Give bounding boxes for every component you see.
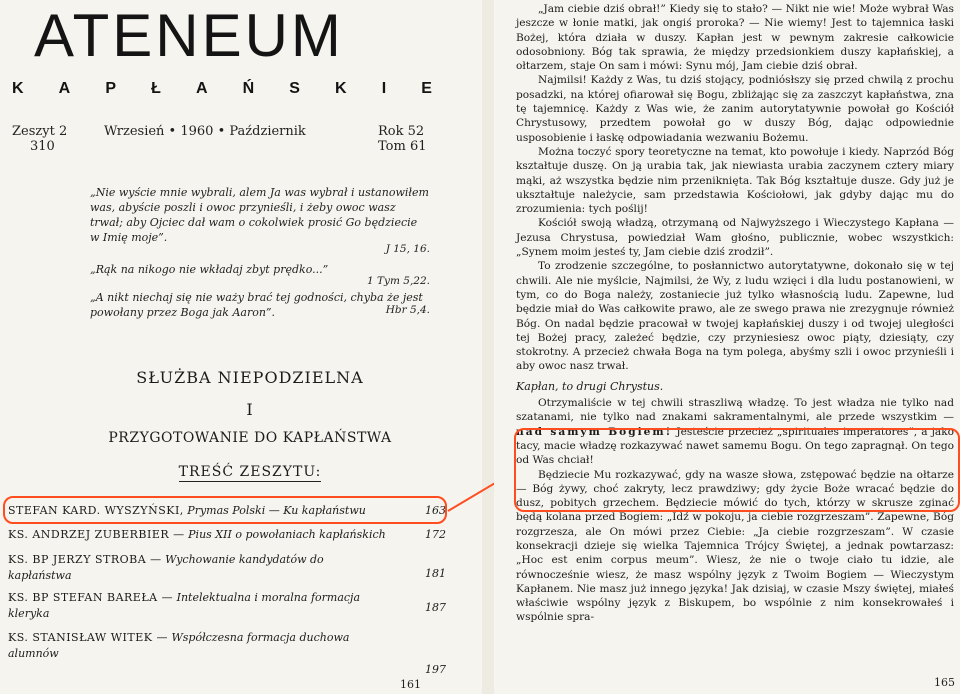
paragraph: Będziecie Mu rozkazywać, gdy na wasze słowa, zstępować będzie na ołtarze — Bóg żywy, choć zakryty, lecz prawdziwy; gdy życie Boże wracać będzie do dusz, pobitych grzechem. Będziecie mówić do tych, którzy w skrusze zginać będą kolana przed Bogiem: „Idź w pokoju, ja ciebie rozgrzeszam”. Zapewne, Bóg rozgrzesza, ale On mówi przez Ciebie: „Ja ciebie rozgrzeszam”. W czasie konsekracji dzieje się wielka Tajemnica Trójcy Świętej, a jednak powtarzasz: „Hoc est enim corpus meum”. Wiesz, że nie o twoje ciało tu idzie, ale równocześnie wiesz, że masz wspólny język z Twoim Bogiem — Wieczystym Kapłanem. Nie masz już innego języka! Jak dzisiaj, w czasie Mszy świętej, miałeś właściwie wspólny język z Biskupem, bo wspólnie z nim konsekrowałeś i wspólnie spra-: [516, 468, 954, 624]
toc-page-number: 181: [425, 567, 446, 580]
toc-author: KS. BP JERZY STROBA —: [8, 553, 162, 566]
toc-author: KS. BP STEFAN BAREŁA —: [8, 591, 174, 604]
subtitle-letter: A: [195, 80, 208, 97]
subtitle-letter: A: [58, 80, 71, 97]
subtitle-letter: K: [12, 80, 24, 97]
paragraph: Kościół swoją władzą, otrzymaną od Najwyższego i Wieczystego Kapłana — Jezusa Chrystusa, powiedział Wam głośno, publicznie, wobec wszystkich: „Synem moim jesteś ty, Jam ciebie dziś zrodził”.: [516, 217, 954, 259]
toc-article-title: Prymas Polski — Ku kapłaństwu: [187, 504, 366, 517]
toc-entry[interactable]: [8, 552, 348, 584]
epigraph-3-ref: Hbr 5,4.: [385, 304, 430, 316]
toc-entry[interactable]: [8, 590, 368, 622]
epigraph-3: „A nikt niechaj się nie waży brać tej godności, chyba że jest powołany przez Boga jak Aaron”.: [90, 291, 423, 319]
issue-rok: Rok 52: [378, 124, 425, 139]
subtitle-letter: E: [421, 80, 432, 97]
subtitle-letter: K: [335, 80, 347, 97]
subtitle-letter: S: [289, 80, 300, 97]
toc-entry[interactable]: [8, 503, 446, 519]
toc-page-number: 197: [425, 663, 446, 676]
issue-date: Wrzesień • 1960 • Październik: [104, 124, 306, 139]
right-page-number: 165: [934, 676, 955, 689]
right-page: [494, 0, 960, 694]
subtitle-letter: I: [381, 80, 387, 97]
toc-author: KS. ANDRZEJ ZUBERBIER —: [8, 528, 185, 541]
toc-entry[interactable]: [8, 630, 368, 662]
issue-number: 310: [30, 139, 55, 154]
epigraph-2: „Rąk na nikogo nie wkładaj zbyt prędko...”: [90, 263, 329, 276]
masthead-subtitle: [12, 80, 432, 98]
section-subtitle: PRZYGOTOWANIE DO KAPŁAŃSTWA: [108, 430, 392, 446]
subtitle-letter: Ł: [151, 80, 161, 97]
toc-author: KS. STANISŁAW WITEK —: [8, 631, 168, 644]
subtitle-letter: P: [105, 80, 116, 97]
toc-page-number: 163: [425, 504, 446, 517]
issue-tom: Tom 61: [378, 139, 427, 154]
section-title: SŁUŻBA NIEPODZIELNA: [136, 368, 364, 387]
paragraph: To zrodzenie szczególne, to posłannictwo autorytatywne, dokonało się w tej chwili. Ale nie myślcie, Najmilsi, że Wy, z ludu wzięci i dla ludu postanowieni, w tym, co do Boga należy, zostaniecie już tylko własnością ludu. Zapewne, lud będzie miał do Was całkowite prawo, ale ze swego prawa nie zrezygnuje również Bóg. On nadal będzie pracował w twojej kapłańskiej duszy i od twojej uległości tej Bożej pracy, zależeć będzie, czy przyniesiesz owoc piąty, dziesiąty, czy stokrotny. A przecież chwała Boga na tym polega, abyśmy szli i owoc przynieśli i aby owoc nasz trwał.: [516, 260, 954, 373]
emphasized-phrase: nad samym Bogiem!: [516, 425, 673, 438]
subtitle-letter: Ń: [242, 80, 255, 97]
paragraph: „Jam ciebie dziś obrał!” Kiedy się to stało? — Nikt nie wie! Może wybrał Was jeszcze w łonie matki, jak ongiś proroka? — Nie wiemy! Jest to tajemnica łaski Bożej, która działa w duszy. Kapłan jest w pewnym zakresie całkowicie odosobniony. Bóg tak sprawia, że między przedsionkiem duszy kapłańskiej, a ołtarzem, staje On sam i mówi: Synu mój, Jam ciebie dziś obrał.: [516, 3, 954, 73]
epigraph-1: „Nie wyście mnie wybrali, alem Ja was wybrał i ustanowiłem was, abyście poszli i owoc przynieśli, i żeby owoc wasz trwał; aby Ojciec dał wam o cokolwiek prosić Go będziecie w Imię moje”.: [90, 186, 429, 244]
section-number: I: [246, 400, 254, 419]
masthead: ATENEUM: [34, 2, 344, 69]
section-heading: Kapłan, to drugi Chrystus.: [516, 379, 664, 393]
toc-article-title: Intelektualna i moralna formacja kleryka: [8, 591, 361, 620]
issue-zeszyt: Zeszyt 2: [12, 124, 68, 139]
epigraph-1-ref: J 15, 16.: [385, 243, 430, 255]
toc-article-title: Pius XII o powołaniach kapłańskich: [188, 528, 386, 541]
paragraph: Najmilsi! Każdy z Was, tu dziś stojący, podniósłszy się przed chwilą z prochu posadzki, na której ofiarował się Bogu, zbliżając się za zaszczyt kapłaństwa, zna tę tajemnicę. Każdy z Was wie, że zanim autorytatywnie powołał go Kościół Chrystusowy, przedtem powołał go w duszy Bóg, dając odpowiednie usposobienie i łaskę odpowiadania wezwaniu Bożemu.: [516, 74, 954, 144]
toc-page-number: 187: [425, 601, 446, 614]
toc-entry[interactable]: [8, 527, 446, 543]
toc-article-title: Wychowanie kandydatów do kapłaństwa: [8, 553, 324, 582]
paragraph: Można toczyć spory teoretyczne na temat, kto powołuje i kiedy. Naprzód Bóg kształtuje duszę. On ją urabia tak, jak niewiasta urabia zaczynem cztery miary mąki, aż wszystka będzie nim przeniknięta. Tak Bóg kształtuje dusze. Gdy już je ukształtuje należycie, sam przedstawia Kościołowi, jak gdyby dając mu do zrozumienia: tych poślij!: [516, 145, 954, 216]
article-body: [516, 2, 954, 625]
left-page-number: 161: [400, 678, 421, 691]
highlighted-paragraph: Otrzymaliście w tej chwili straszliwą władzę. To jest władza nie tylko nad szatanami, nie tylko nad znakami sakramentalnymi, ale przede wszystkim — nad samym Bogiem! Jesteście przecież „spirituales imperatores”, a jako tacy, macie władzę rozkazywać nawet samemu Bogu. On tego zapragnął. On tego od Was chciał!: [516, 397, 954, 467]
toc-article-title: Współczesna formacja duchowa alumnów: [8, 631, 350, 660]
toc-author: STEFAN KARD. WYSZYŃSKI,: [8, 504, 184, 517]
epigraph-2-ref: 1 Tym 5,22.: [367, 275, 430, 287]
toc-title: TREŚĆ ZESZYTU:: [178, 464, 322, 480]
toc-page-number: 172: [425, 528, 446, 541]
